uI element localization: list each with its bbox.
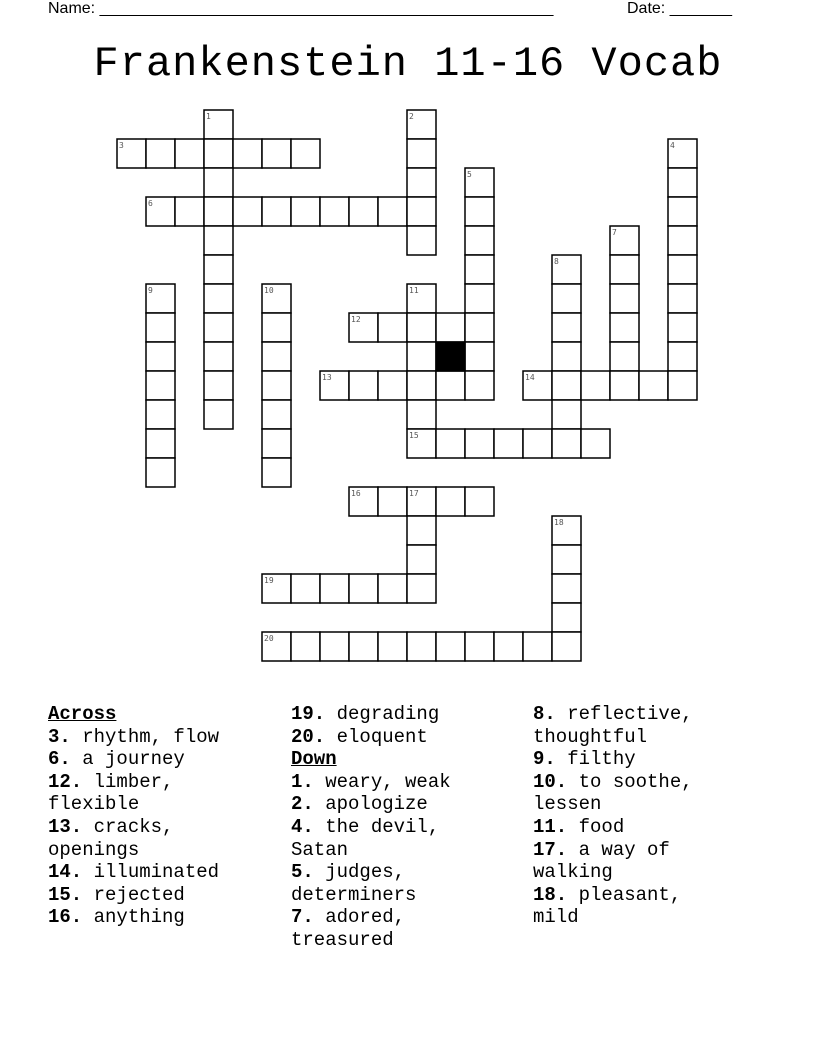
clue-number: 7. xyxy=(291,906,314,929)
grid-cell[interactable] xyxy=(233,139,262,168)
grid-cell[interactable] xyxy=(523,429,552,458)
cell-number: 13 xyxy=(322,373,332,382)
clue-text: rejected xyxy=(82,883,185,906)
grid-cell[interactable] xyxy=(407,226,436,255)
clue-text: Satan xyxy=(291,838,349,861)
clue-across-16 xyxy=(48,906,219,929)
grid-cell[interactable] xyxy=(378,197,407,226)
grid-cell[interactable] xyxy=(378,313,407,342)
clue-text: rhythm, flow xyxy=(70,725,220,748)
clue-text: to soothe, xyxy=(567,770,693,793)
grid-cell[interactable] xyxy=(262,197,291,226)
grid-cell[interactable] xyxy=(668,197,697,226)
cell-number: 10 xyxy=(264,286,274,295)
grid-cell[interactable] xyxy=(204,226,233,255)
grid-cell[interactable] xyxy=(378,371,407,400)
clue-text: judges, xyxy=(313,861,406,884)
grid-cell[interactable] xyxy=(407,516,436,545)
grid-cell[interactable] xyxy=(552,342,581,371)
grid-cell[interactable] xyxy=(378,632,407,661)
down-heading: Down xyxy=(291,748,337,771)
grid-cell[interactable] xyxy=(465,226,494,255)
clue-down-4 xyxy=(291,816,451,861)
grid-cell[interactable] xyxy=(465,371,494,400)
clue-number: 8. xyxy=(533,703,556,725)
clue-text: degrading xyxy=(325,703,440,725)
cell-number: 5 xyxy=(467,170,472,179)
clue-across-6 xyxy=(48,748,219,771)
cell-number: 12 xyxy=(351,315,361,324)
grid-cell[interactable] xyxy=(552,429,581,458)
grid-cell[interactable] xyxy=(204,284,233,313)
cell-number: 14 xyxy=(525,373,535,382)
clues-column-3 xyxy=(533,703,693,929)
cell-number: 11 xyxy=(409,286,419,295)
grid-cell[interactable] xyxy=(291,197,320,226)
grid-cell[interactable] xyxy=(552,545,581,574)
grid-cell[interactable] xyxy=(494,632,523,661)
clue-number: 11. xyxy=(533,815,568,838)
grid-cell[interactable] xyxy=(204,400,233,429)
grid-cell[interactable] xyxy=(407,342,436,371)
clue-down-8 xyxy=(533,703,693,748)
name-field[interactable]: Name: ___________________________________________________ xyxy=(48,0,554,17)
clue-text: illuminated xyxy=(82,861,220,884)
grid-cell[interactable] xyxy=(349,632,378,661)
grid-cell[interactable] xyxy=(204,313,233,342)
grid-cell[interactable] xyxy=(552,284,581,313)
grid-cell[interactable] xyxy=(204,255,233,284)
clue-number: 17. xyxy=(533,838,568,861)
clue-text: limber, xyxy=(82,770,174,793)
grid-cell[interactable] xyxy=(407,545,436,574)
grid-cell[interactable] xyxy=(465,487,494,516)
clue-number: 5. xyxy=(291,861,314,884)
clue-text: flexible xyxy=(48,793,140,816)
clue-text: a journey xyxy=(70,748,185,771)
grid-cell[interactable] xyxy=(436,313,465,342)
grid-cell[interactable] xyxy=(146,313,175,342)
cell-number: 7 xyxy=(612,228,617,237)
grid-cell[interactable] xyxy=(407,400,436,429)
clue-down-10 xyxy=(533,771,693,816)
grid-cell[interactable] xyxy=(552,603,581,632)
grid-cell[interactable] xyxy=(523,632,552,661)
clue-number: 15. xyxy=(48,883,83,906)
clues-column-2 xyxy=(291,703,451,952)
grid-cell[interactable] xyxy=(494,429,523,458)
clue-text: pleasant, xyxy=(567,883,682,906)
grid-cell[interactable] xyxy=(465,342,494,371)
grid-cell[interactable] xyxy=(465,255,494,284)
clue-down-18 xyxy=(533,884,693,929)
grid-cell[interactable] xyxy=(349,197,378,226)
clue-down-11 xyxy=(533,816,693,839)
clue-across-15 xyxy=(48,884,219,907)
clue-number: 4. xyxy=(291,815,314,838)
clue-number: 12. xyxy=(48,770,83,793)
clue-number: 14. xyxy=(48,861,83,884)
grid-cell[interactable] xyxy=(668,255,697,284)
grid-cell[interactable] xyxy=(320,574,349,603)
clue-number: 19. xyxy=(291,703,326,725)
grid-cell[interactable] xyxy=(204,371,233,400)
grid-cell[interactable] xyxy=(291,632,320,661)
clue-across-3 xyxy=(48,726,219,749)
grid-cell[interactable] xyxy=(552,400,581,429)
cell-number: 4 xyxy=(670,141,675,150)
date-field[interactable]: Date: _______ xyxy=(627,0,732,17)
grid-cell[interactable] xyxy=(407,139,436,168)
clue-number: 2. xyxy=(291,793,314,816)
clue-text: apologize xyxy=(313,793,428,816)
clue-number: 6. xyxy=(48,748,71,771)
grid-cell[interactable] xyxy=(639,371,668,400)
clue-down-9 xyxy=(533,748,693,771)
clue-text: eloquent xyxy=(325,725,428,748)
clue-down-7 xyxy=(291,906,451,951)
grid-cell[interactable] xyxy=(552,574,581,603)
clue-across-12 xyxy=(48,771,219,816)
clue-down-17 xyxy=(533,839,693,884)
grid-cell[interactable] xyxy=(436,487,465,516)
grid-cell[interactable] xyxy=(349,574,378,603)
grid-cell[interactable] xyxy=(581,371,610,400)
grid-cell[interactable] xyxy=(175,139,204,168)
grid-cell[interactable] xyxy=(146,342,175,371)
clue-down-5 xyxy=(291,861,451,906)
page-title: Frankenstein 11-16 Vocab xyxy=(93,40,723,88)
cell-number: 9 xyxy=(148,286,153,295)
clue-text: determiners xyxy=(291,883,417,906)
cell-number: 20 xyxy=(264,634,274,643)
grid-cell[interactable] xyxy=(146,458,175,487)
clue-text: filthy xyxy=(555,748,636,771)
grid-cell[interactable] xyxy=(436,632,465,661)
grid-cell[interactable] xyxy=(262,429,291,458)
clue-number: 10. xyxy=(533,770,568,793)
grid-cell[interactable] xyxy=(668,168,697,197)
grid-cell[interactable] xyxy=(610,313,639,342)
cell-number: 19 xyxy=(264,576,274,585)
clue-text: food xyxy=(567,815,625,838)
grid-cell[interactable] xyxy=(407,574,436,603)
grid-cell[interactable] xyxy=(465,284,494,313)
grid-cell[interactable] xyxy=(262,400,291,429)
clue-number: 20. xyxy=(291,725,326,748)
grid-cell[interactable] xyxy=(668,313,697,342)
grid-cell[interactable] xyxy=(552,313,581,342)
cell-number: 17 xyxy=(409,489,419,498)
clue-text: adored, xyxy=(313,906,406,929)
grid-cell[interactable] xyxy=(465,429,494,458)
clue-text: openings xyxy=(48,838,140,861)
clue-number: 3. xyxy=(48,725,71,748)
grid-cell[interactable] xyxy=(407,371,436,400)
clue-text: a way of xyxy=(567,838,670,861)
cell-number: 1 xyxy=(206,112,211,121)
grid-cell[interactable] xyxy=(465,197,494,226)
grid-cell[interactable] xyxy=(204,342,233,371)
across-heading: Across xyxy=(48,703,117,725)
grid-cell[interactable] xyxy=(581,429,610,458)
grid-cell[interactable] xyxy=(146,429,175,458)
grid-cell[interactable] xyxy=(291,139,320,168)
clue-down-2 xyxy=(291,793,451,816)
grid-cell[interactable] xyxy=(610,371,639,400)
grid-cell[interactable] xyxy=(552,371,581,400)
cell-number: 2 xyxy=(409,112,414,121)
grid-cell[interactable] xyxy=(668,342,697,371)
grid-cell[interactable] xyxy=(436,429,465,458)
grid-cell[interactable] xyxy=(204,139,233,168)
grid-cell[interactable] xyxy=(204,168,233,197)
clue-across-14 xyxy=(48,861,219,884)
clue-number: 1. xyxy=(291,770,314,793)
grid-cell[interactable] xyxy=(407,313,436,342)
grid-cell[interactable] xyxy=(668,371,697,400)
grid-cell[interactable] xyxy=(668,284,697,313)
grid-cell[interactable] xyxy=(175,197,204,226)
grid-cell[interactable] xyxy=(349,371,378,400)
grid-cell[interactable] xyxy=(436,371,465,400)
clues-column-1 xyxy=(48,703,219,929)
clue-across-13 xyxy=(48,816,219,861)
cell-number: 6 xyxy=(148,199,153,208)
grid-cell[interactable] xyxy=(465,632,494,661)
grid-cell[interactable] xyxy=(552,632,581,661)
grid-cell[interactable] xyxy=(610,255,639,284)
clue-text: weary, weak xyxy=(313,770,451,793)
grid-cell[interactable] xyxy=(146,139,175,168)
clue-down-1 xyxy=(291,771,451,794)
grid-cell[interactable] xyxy=(610,342,639,371)
cell-number: 16 xyxy=(351,489,361,498)
cell-number: 3 xyxy=(119,141,124,150)
clue-number: 9. xyxy=(533,748,556,771)
grid-cell[interactable] xyxy=(407,632,436,661)
clue-across-20 xyxy=(291,726,451,749)
clue-text: reflective, xyxy=(555,703,693,725)
clue-number: 13. xyxy=(48,815,83,838)
black-cell xyxy=(436,342,465,371)
clue-text: walking xyxy=(533,861,613,884)
grid-cell[interactable] xyxy=(668,226,697,255)
grid-cell[interactable] xyxy=(262,371,291,400)
grid-cell[interactable] xyxy=(407,168,436,197)
clue-across-19 xyxy=(291,703,451,726)
grid-cell[interactable] xyxy=(262,458,291,487)
grid-cell[interactable] xyxy=(407,197,436,226)
clue-number: 18. xyxy=(533,883,568,906)
cell-number: 18 xyxy=(554,518,564,527)
grid-cell[interactable] xyxy=(146,371,175,400)
grid-cell[interactable] xyxy=(378,574,407,603)
grid-cell[interactable] xyxy=(262,342,291,371)
grid-cell[interactable] xyxy=(146,400,175,429)
grid-cell[interactable] xyxy=(610,284,639,313)
cell-number: 15 xyxy=(409,431,419,440)
grid-cell[interactable] xyxy=(378,487,407,516)
grid-cell[interactable] xyxy=(291,574,320,603)
clue-text: lessen xyxy=(533,793,602,816)
clue-text: thoughtful xyxy=(533,725,648,748)
grid-cell[interactable] xyxy=(262,313,291,342)
grid-cell[interactable] xyxy=(465,313,494,342)
clue-text: mild xyxy=(533,906,579,929)
grid-cell[interactable] xyxy=(320,632,349,661)
clue-text: anything xyxy=(82,906,185,929)
grid-cell[interactable] xyxy=(320,197,349,226)
clue-text: the devil, xyxy=(313,815,440,838)
clue-number: 16. xyxy=(48,906,83,929)
clue-text: treasured xyxy=(291,928,394,951)
grid-cell[interactable] xyxy=(233,197,262,226)
grid-cell[interactable] xyxy=(204,197,233,226)
clue-text: cracks, xyxy=(82,815,174,838)
cell-number: 8 xyxy=(554,257,559,266)
grid-cell[interactable] xyxy=(262,139,291,168)
